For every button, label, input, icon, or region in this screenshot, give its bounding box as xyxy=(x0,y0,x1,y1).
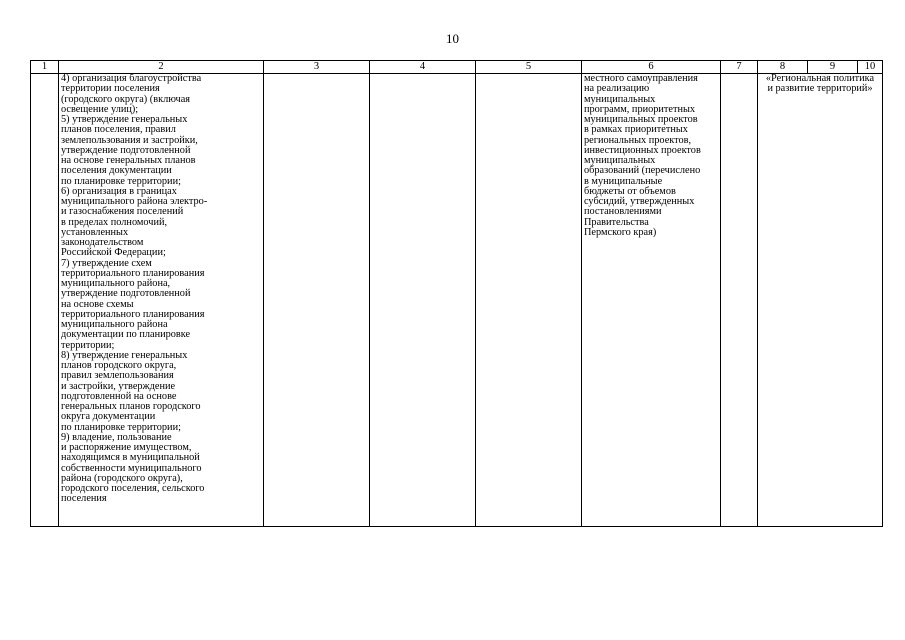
subsidies-description-text: местного самоуправления на реализацию муниципальных программ, приоритетных муниципальных проектов в рамках приоритетных региональных проектов, инвестиционных проектов муниципальных образований (перечислено в муниципальные бюджеты от объемов субсидий, утвержденных постановлениями Правительства Пермского края) xyxy=(584,73,701,238)
cell-col-3 xyxy=(264,74,370,527)
column-header-10: 10 xyxy=(858,61,883,74)
page-number: 10 xyxy=(446,31,459,46)
cell-col-7 xyxy=(721,74,758,527)
column-header-7: 7 xyxy=(721,61,758,74)
powers-list-text: 4) организация благоустройства территории поселения (городского округа) (включая освещение улиц); 5) утверждение генеральных планов поселения, правил землепользования и застройки, утверждение подготовленной на основе генеральных планов поселения документации по планировке территории; 6) организация в границах муниципального района электро- и газоснабжения поселений в пределах полномочий, установленных законодательством Российской Федерации; 7) утверждение схем территориального планирования муниципального района, утверждение подготовленной на основе схемы территориального планирования муниципального района документации по планировке территории; 8) утверждение генеральных планов городского округа, правил землепользования и застройки, утверждение подготовленной на основе генеральных планов городского округа документации по планировке территории; 9) владение, пользование и распоряжение имуществом, находящимся в муниципальной собственности муниципального района (городского округа), городского поселения, сельского поселения xyxy=(61,73,208,505)
column-header-4: 4 xyxy=(370,61,476,74)
document-table xyxy=(30,60,883,527)
table-header-row xyxy=(31,61,883,74)
cell-subsidies-description xyxy=(582,74,721,527)
cell-col-1 xyxy=(31,74,59,527)
column-header-2: 2 xyxy=(59,61,264,74)
cell-program-name xyxy=(758,74,883,527)
cell-col-4 xyxy=(370,74,476,527)
cell-col-5 xyxy=(476,74,582,527)
column-header-8: 8 xyxy=(758,61,808,74)
table-row xyxy=(31,74,883,527)
column-header-5: 5 xyxy=(476,61,582,74)
column-header-3: 3 xyxy=(264,61,370,74)
program-name-text: «Региональная политика и развитие территорий» xyxy=(765,73,875,95)
cell-powers-list xyxy=(59,74,264,527)
column-header-6: 6 xyxy=(582,61,721,74)
column-header-1: 1 xyxy=(31,61,59,74)
column-header-9: 9 xyxy=(808,61,858,74)
